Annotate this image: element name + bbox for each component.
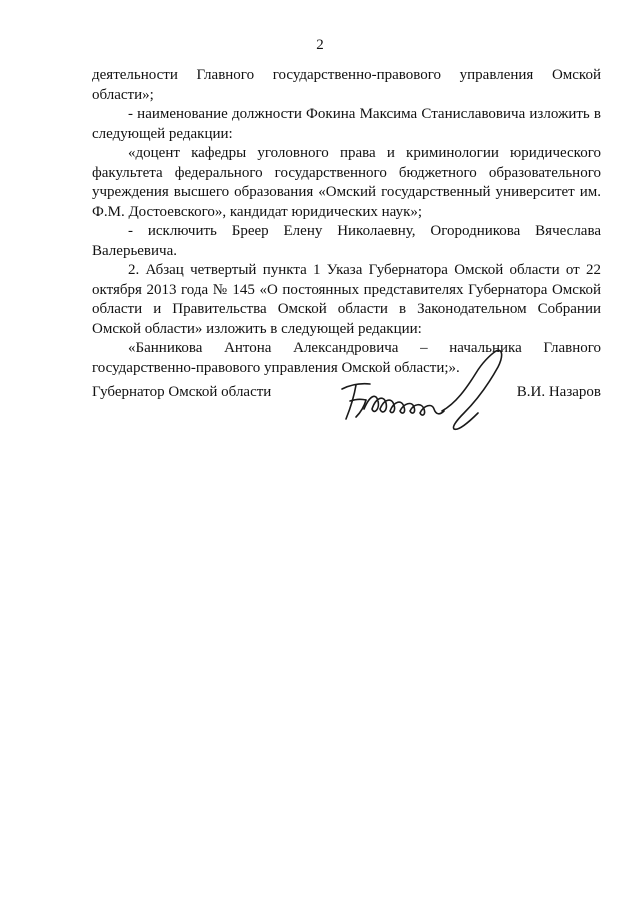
- quote-line: «Банникова Антона Александровича – начальника Главного: [128, 340, 601, 356]
- paragraph: 2. Абзац четвертый пункта 1 Указа Губернатора Омской области от 22 октября 2013 года № 145 «О постоянных представителях Губернатора Омской области и Правительства Омской области в Законодательном Собрании Омской области» изложить в следующей редакции:: [92, 262, 601, 337]
- paragraph: - наименование должности Фокина Максима Станиславовича изложить в следующей редакции:: [92, 106, 601, 142]
- document-body: [92, 66, 601, 378]
- paragraph: «доцент кафедры уголовного права и криминологии юридического факультета федерального государственного бюджетного образовательного учреждения высшего образования «Омский государственный университет им. Ф.М. Достоевского», кандидат юридических наук»;: [92, 145, 601, 220]
- signatory-position: Губернатор Омской области: [92, 384, 272, 400]
- paragraph: - исключить Бреер Елену Николаевну, Огородникова Вячеслава Валерьевича.: [92, 223, 601, 259]
- handwritten-signature: [336, 345, 526, 435]
- page-number: 2: [316, 37, 324, 53]
- quote-line: государственно-правового управления Омской области;».: [92, 359, 460, 376]
- paragraph: деятельности Главного государственно-правового управления Омской области»;: [92, 67, 601, 103]
- signatory-name: В.И. Назаров: [516, 384, 601, 400]
